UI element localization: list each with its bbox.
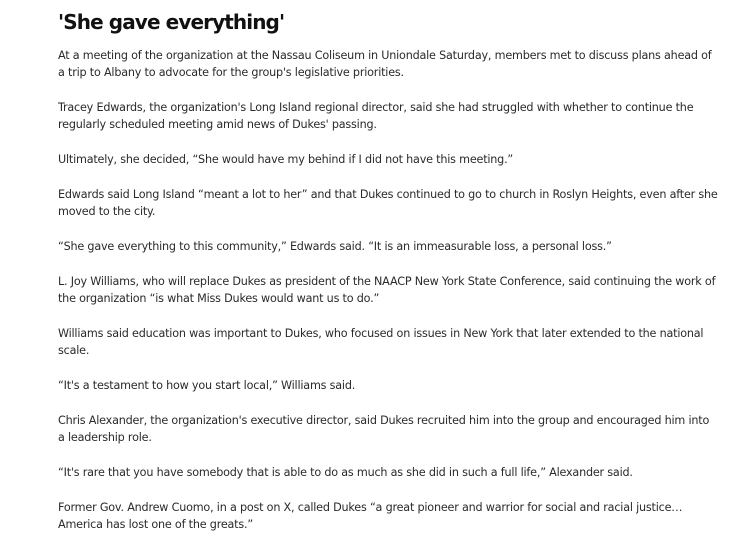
article-paragraph: “She gave everything to this community,” Edwards said. “It is an immeasurable loss, a personal loss.” bbox=[58, 240, 612, 253]
article-paragraph: L. Joy Williams, who will replace Dukes as president of the NAACP New York State Conference, said continuing the work of the organization “is what Miss Dukes would want us to do.” bbox=[58, 275, 716, 305]
article-paragraph: Edwards said Long Island “meant a lot to her” and that Dukes continued to go to church in Roslyn Heights, even after she moved to the city. bbox=[58, 188, 718, 218]
article-paragraph: Ultimately, she decided, “She would have my behind if I did not have this meeting.” bbox=[58, 153, 514, 166]
article-body bbox=[58, 8, 718, 551]
article-paragraph: Former Gov. Andrew Cuomo, in a post on X, called Dukes “a great pioneer and warrior for social and racial justice… America has lost one of the greats.” bbox=[58, 501, 683, 531]
article-paragraph: Tracey Edwards, the organization's Long Island regional director, said she had struggled with whether to continue the regularly scheduled meeting amid news of Dukes' passing. bbox=[58, 101, 694, 131]
article-paragraph: Chris Alexander, the organization's executive director, said Dukes recruited him into the group and encouraged him into a leadership role. bbox=[58, 414, 710, 444]
article-paragraph: Williams said education was important to Dukes, who focused on issues in New York that later extended to the national scale. bbox=[58, 327, 704, 357]
article-paragraph: “It's a testament to how you start local,” Williams said. bbox=[58, 379, 356, 392]
article-paragraph: “It's rare that you have somebody that is able to do as much as she did in such a full life,” Alexander said. bbox=[58, 466, 633, 479]
article-paragraph: At a meeting of the organization at the Nassau Coliseum in Uniondale Saturday, members met to discuss plans ahead of a trip to Albany to advocate for the group's legislative priorities. bbox=[58, 49, 712, 79]
section-heading: 'She gave everything' bbox=[58, 10, 285, 34]
